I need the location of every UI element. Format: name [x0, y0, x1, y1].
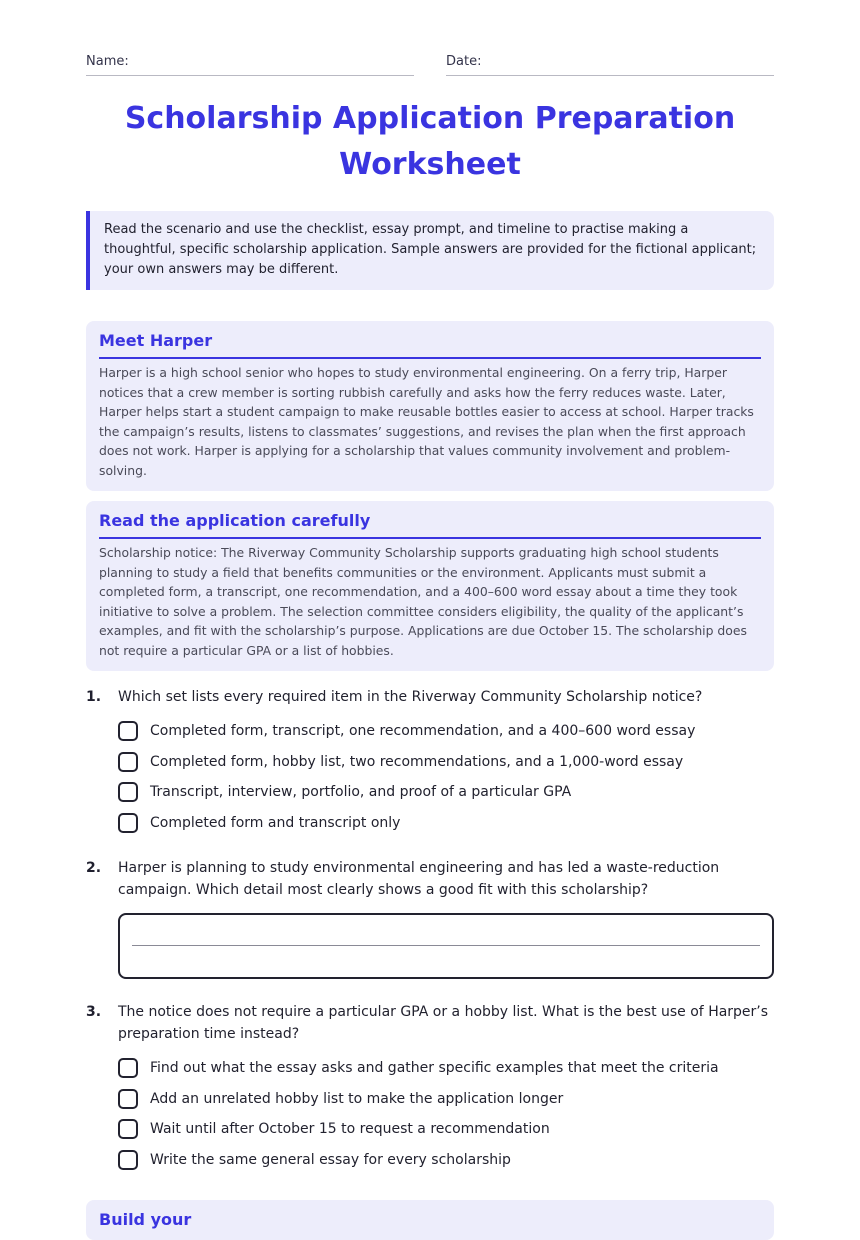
scholarship-notice-text: Scholarship notice: The Riverway Community Scholarship supports graduating high school students planning to study a field that benefits communities or the environment. Applicants must submit a completed form, a transcript, one recommendation, and a 400–600 word essay about a time they took initiative to solve a problem. The selection committee considers eligibility, the quality of the applicant’s examples, and fit with the scholarship’s purpose. Applications are due October 15. The scholarship does not require a particular GPA or a list of hobbies. [99, 545, 747, 658]
build-heading: Build your [99, 1210, 192, 1229]
read-application-section [86, 501, 774, 671]
name-date-row [86, 54, 774, 76]
question-number: 3. [86, 1004, 102, 1020]
checkbox[interactable] [118, 752, 138, 772]
checkbox[interactable] [118, 813, 138, 833]
checkbox[interactable] [118, 1058, 138, 1078]
option-item[interactable] [118, 808, 774, 839]
option-item[interactable] [118, 716, 774, 747]
checkbox[interactable] [118, 1089, 138, 1109]
question-number: 1. [86, 689, 102, 705]
date-label: Date: [446, 54, 482, 69]
question-number: 2. [86, 860, 102, 876]
option-label: Find out what the essay asks and gather specific examples that meet the criteria [150, 1060, 719, 1077]
option-label: Transcript, interview, portfolio, and proof of a particular GPA [150, 784, 572, 801]
option-item[interactable] [118, 1053, 774, 1084]
instructions-box: Read the scenario and use the checklist, essay prompt, and timeline to practise making a thoughtful, specific scholarship application. Sample answers are provided for the fictional applicant; your own answers may be different. [86, 211, 774, 290]
checkbox[interactable] [118, 1119, 138, 1139]
option-item[interactable] [118, 777, 774, 808]
option-label: Write the same general essay for every scholarship [150, 1151, 511, 1168]
option-label: Wait until after October 15 to request a recommendation [150, 1121, 550, 1138]
checkbox[interactable] [118, 721, 138, 741]
name-field[interactable] [86, 54, 414, 76]
date-field[interactable] [446, 54, 774, 76]
option-item[interactable] [118, 1084, 774, 1115]
answer-options [118, 716, 774, 838]
name-label: Name: [86, 54, 129, 69]
checkbox[interactable] [118, 782, 138, 802]
option-item[interactable] [118, 747, 774, 778]
question-2 [86, 857, 774, 979]
option-label: Completed form, hobby list, two recommendations, and a 1,000-word essay [150, 753, 684, 770]
build-section [86, 1200, 774, 1240]
answer-line [132, 945, 760, 946]
option-item[interactable] [118, 1145, 774, 1176]
question-3 [86, 1001, 774, 1175]
page-title: Scholarship Application Preparation Worksheet [124, 101, 736, 182]
question-text: Which set lists every required item in the Riverway Community Scholarship notice? [118, 689, 703, 705]
read-application-heading: Read the application carefully [99, 510, 761, 539]
question-1 [86, 686, 774, 838]
meet-harper-heading: Meet Harper [99, 330, 761, 359]
answer-options [118, 1053, 774, 1175]
meet-harper-text: Harper is a high school senior who hopes to study environmental engineering. On a ferry trip, Harper notices that a crew member is sorting rubbish carefully and asks how the ferry reduces waste. Later, Harper helps start a student campaign to make reusable bottles easier to access at school. Harper tracks the campaign’s results, listens to classmates’ suggestions, and revises the plan when the first approach does not work. Harper is applying for a scholarship that values community involvement and problem-solving. [99, 365, 754, 478]
option-label: Add an unrelated hobby list to make the application longer [150, 1090, 564, 1107]
answer-box[interactable] [118, 913, 774, 979]
meet-harper-section [86, 321, 774, 491]
question-text: Harper is planning to study environmental engineering and has led a waste-reduction campaign. Which detail most clearly shows a good fit with this scholarship? [118, 860, 720, 898]
checkbox[interactable] [118, 1150, 138, 1170]
option-item[interactable] [118, 1114, 774, 1145]
option-label: Completed form and transcript only [150, 814, 401, 831]
option-label: Completed form, transcript, one recommendation, and a 400–600 word essay [150, 723, 696, 740]
question-text: The notice does not require a particular GPA or a hobby list. What is the best use of Harper’s preparation time instead? [118, 1004, 769, 1042]
